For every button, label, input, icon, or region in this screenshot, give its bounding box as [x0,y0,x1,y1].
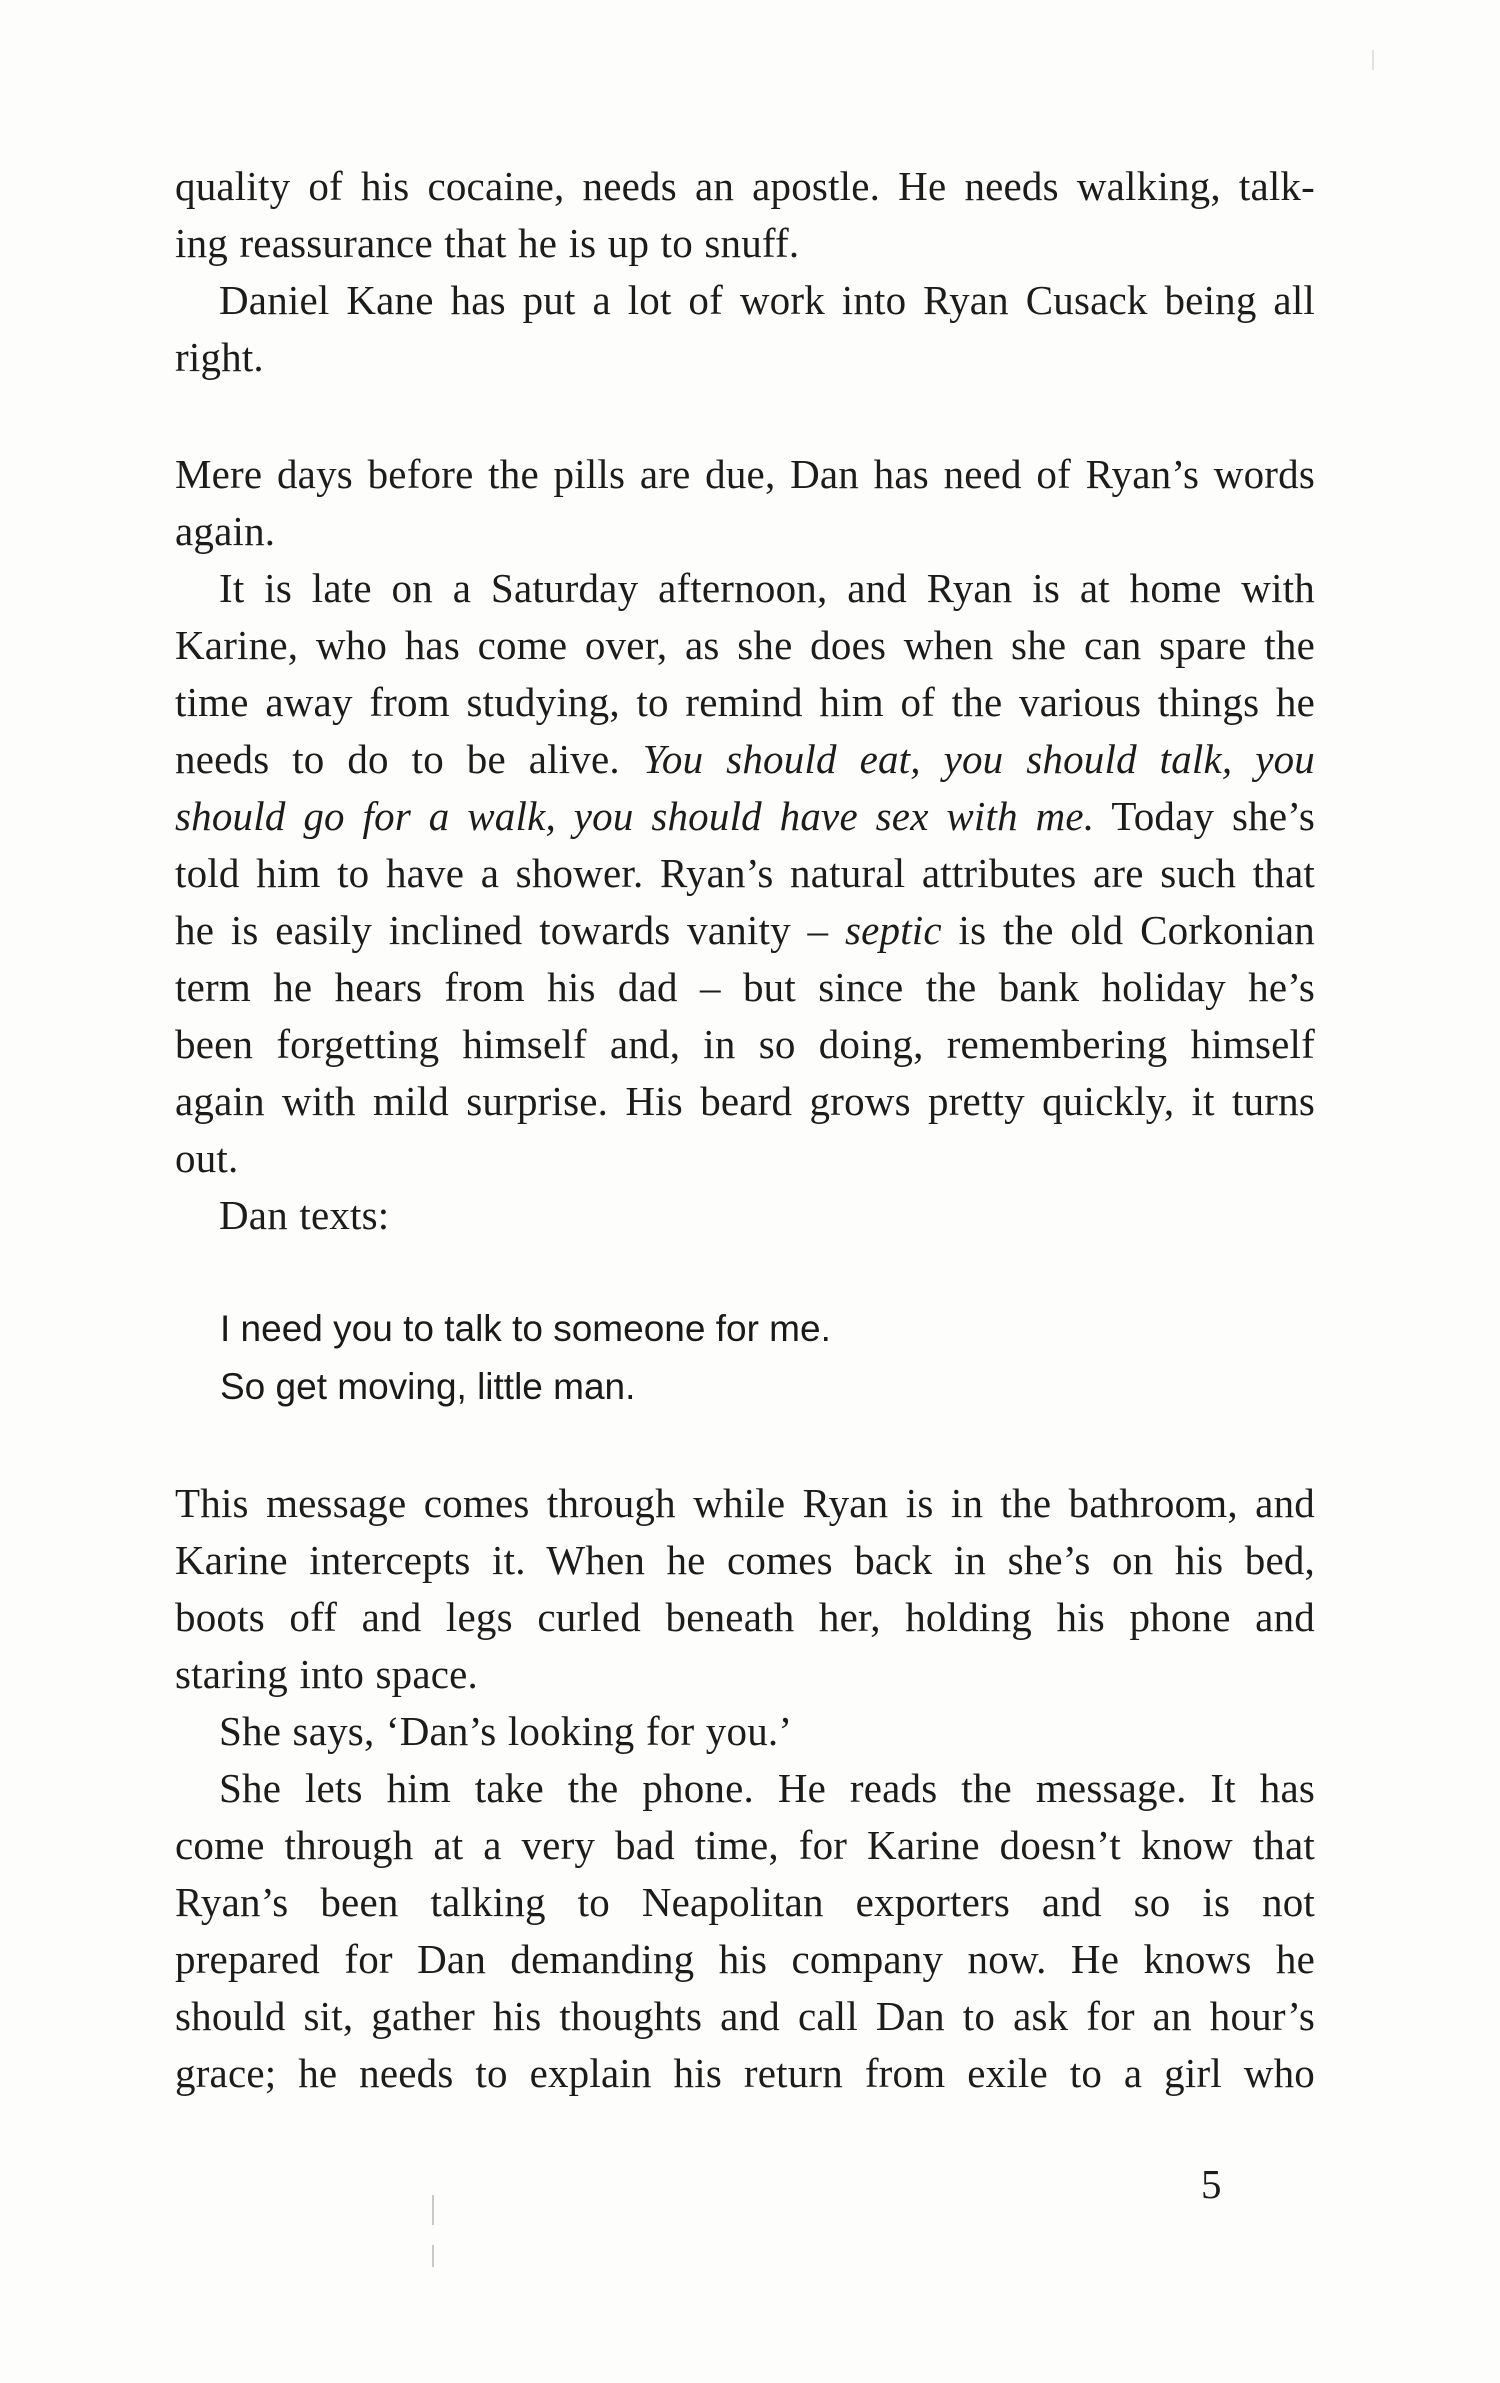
scan-artifact [1372,50,1374,70]
paragraph [175,560,1315,1187]
paragraph [175,158,1315,272]
text-message [220,1300,831,1416]
text-run: Today she’s [1094,793,1316,839]
text-line: quality of his cocaine, needs an apostle. He needs walking, talk- [175,163,1315,209]
text-line: Ryan’s been talking to Neapolitan exporters and so is not [175,1879,1315,1925]
italic-text: should go for a walk, you should have sex with me. [175,793,1095,839]
paragraph [175,1703,1315,1760]
text-line: Daniel Kane has put a lot of work into Ryan Cusack being all [219,277,1315,323]
text-line: She lets him take the phone. He reads the message. It has [219,1765,1315,1811]
text-line: ing reassurance that he is up to snuff. [175,220,800,266]
paragraph [175,1187,1315,1244]
text-line: Dan texts: [219,1192,390,1238]
text-section-2 [175,446,1315,1244]
italic-text: septic [844,907,942,953]
text-message-line: So get moving, little man. [220,1366,636,1407]
text-line: right. [175,334,264,380]
text-run: he is easily inclined towards vanity – [175,907,845,953]
text-line: Karine intercepts it. When he comes back in she’s on his bed, [175,1537,1315,1583]
paragraph [175,1475,1315,1703]
scan-artifact [432,2195,434,2225]
text-run: needs to do to be alive. [175,736,643,782]
text-section-1 [175,158,1315,386]
text-line: She says, ‘Dan’s looking for you.’ [219,1708,793,1754]
paragraph [175,446,1315,560]
text-line: Karine, who has come over, as she does when she can spare the [175,622,1315,668]
text-line: come through at a very bad time, for Karine doesn’t know that [175,1822,1315,1868]
text-line: term he hears from his dad – but since the bank holiday he’s [175,964,1315,1010]
text-line: It is late on a Saturday afternoon, and Ryan is at home with [219,565,1315,611]
paragraph [175,272,1315,386]
text-line [175,788,1315,845]
text-line: staring into space. [175,1651,478,1697]
text-line: been forgetting himself and, in so doing, remembering himself [175,1021,1315,1067]
text-line: again with mild surprise. His beard grows pretty quickly, it turns [175,1078,1315,1124]
text-section-3 [175,1475,1315,2102]
text-line: told him to have a shower. Ryan’s natural attributes are such that [175,850,1315,896]
text-line: out. [175,1135,239,1181]
text-line: grace; he needs to explain his return from exile to a girl who [175,2050,1315,2096]
text-line [175,731,1315,788]
text-line [175,902,1315,959]
text-line: again. [175,508,276,554]
italic-text: You should eat, you should talk, you [642,736,1315,782]
text-line: boots off and legs curled beneath her, holding his phone and [175,1594,1315,1640]
page-number: 5 [1201,2161,1222,2207]
text-line: time away from studying, to remind him of the various things he [175,679,1315,725]
text-run: is the old Corkonian [941,907,1315,953]
text-line: prepared for Dan demanding his company now. He knows he [175,1936,1315,1982]
scan-artifact [432,2245,434,2267]
text-line: should sit, gather his thoughts and call Dan to ask for an hour’s [175,1993,1315,2039]
text-message-line: I need you to talk to someone for me. [220,1308,831,1349]
text-line: This message comes through while Ryan is in the bathroom, and [175,1480,1315,1526]
text-line: Mere days before the pills are due, Dan has need of Ryan’s words [175,451,1315,497]
paragraph [175,1760,1315,2102]
